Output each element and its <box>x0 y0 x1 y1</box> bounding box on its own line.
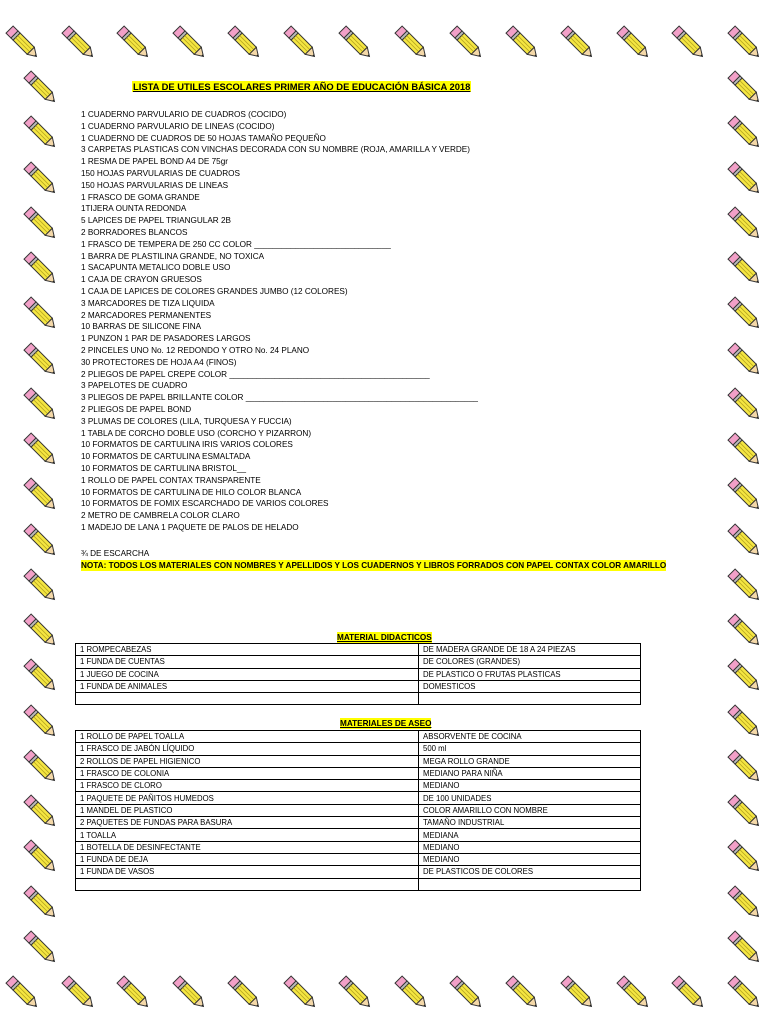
pencil-icon <box>333 970 379 1016</box>
supply-item: 1 CAJA DE CRAYON GRUESOS <box>81 275 202 285</box>
supply-item: 1 CUADERNO PARVULARIO DE LINEAS (COCIDO) <box>81 121 275 131</box>
pencil-icon <box>722 201 768 247</box>
detail-cell: MEDIANO <box>419 853 641 865</box>
detail-cell: ABSORVENTE DE COCINA <box>419 731 641 743</box>
pencil-icon <box>722 653 768 699</box>
detail-cell: DE PLASTICO O FRUTAS PLASTICAS <box>419 668 641 680</box>
item-cell: 1 ROLLO DE PAPEL TOALLA <box>76 731 419 743</box>
pencil-icon <box>722 246 768 292</box>
supply-item: 1 FRASCO DE TEMPERA DE 250 CC COLOR ______________________________ <box>81 239 391 249</box>
item-cell: 1 MANDEL DE PLASTICO <box>76 804 419 816</box>
table-row <box>76 878 641 890</box>
table-row <box>76 668 641 680</box>
item-cell: 1 FRASCO DE COLONIA <box>76 767 419 779</box>
supply-item: 1 RESMA DE PAPEL BOND A4 DE 75gr <box>81 157 228 167</box>
pencil-icon <box>18 291 64 337</box>
item-cell: 1 PAQUETE DE PAÑITOS HUMEDOS <box>76 792 419 804</box>
item-cell: 1 FRASCO DE CLORO <box>76 780 419 792</box>
item-cell <box>76 878 419 890</box>
item-cell: 1 JUEGO DE COCINA <box>76 668 419 680</box>
supply-item: 10 BARRAS DE SILICONE FINA <box>81 322 202 332</box>
detail-cell <box>419 693 641 705</box>
item-cell: 2 ROLLOS DE PAPEL HIGIENICO <box>76 755 419 767</box>
pencil-icon <box>722 834 768 880</box>
pencil-icon <box>18 518 64 564</box>
pencil-icon <box>722 880 768 926</box>
pencil-icon <box>278 20 324 66</box>
supply-item: 3 PAPELOTES DE CUADRO <box>81 381 188 391</box>
pencil-icon <box>0 970 46 1016</box>
pencil-icon <box>0 20 46 66</box>
pencil-icon <box>666 970 712 1016</box>
aseo-title: MATERIALES DE ASEO <box>340 719 432 728</box>
table-row <box>76 680 641 692</box>
table-row <box>76 804 641 816</box>
pencil-icon <box>389 970 435 1016</box>
supply-item: 2 METRO DE CAMBRELA COLOR CLARO <box>81 511 240 521</box>
supply-item: 1 ROLLO DE PAPEL CONTAX TRANSPARENTE <box>81 475 261 485</box>
supply-item: 30 PROTECTORES DE HOJA A4 (FINOS) <box>81 357 237 367</box>
supply-item: 3 PLUMAS DE COLORES (LILA, TURQUESA Y FUCCIA) <box>81 416 292 426</box>
table-row <box>76 767 641 779</box>
table-row <box>76 656 641 668</box>
detail-cell: TAMAÑO INDUSTRIAL <box>419 817 641 829</box>
pencil-icon <box>722 65 768 111</box>
pencil-icon <box>18 156 64 202</box>
pencil-icon <box>722 970 768 1016</box>
supply-item: 3 PLIEGOS DE PAPEL BRILLANTE COLOR ___________________________________________________ <box>81 393 478 403</box>
pencil-icon <box>722 925 768 971</box>
pencil-icon <box>18 653 64 699</box>
supply-item: 1 FRASCO DE GOMA GRANDE <box>81 192 200 202</box>
table-row <box>76 780 641 792</box>
pencil-icon <box>18 563 64 609</box>
detail-cell: MEDIANA <box>419 829 641 841</box>
pencil-icon <box>722 382 768 428</box>
didacticos-title: MATERIAL DIDACTICOS <box>337 633 432 642</box>
supply-item: 1 SACAPUNTA METALICO DOBLE USO <box>81 263 231 273</box>
pencil-icon <box>18 834 64 880</box>
supply-item: 150 HOJAS PARVULARIAS DE LINEAS <box>81 180 229 190</box>
pencil-icon <box>611 20 657 66</box>
pencil-icon <box>167 20 213 66</box>
supply-item: 1 BARRA DE PLASTILINA GRANDE, NO TOXICA <box>81 251 265 261</box>
supply-item: 10 FORMATOS DE CARTULINA IRIS VARIOS COLORES <box>81 440 293 450</box>
pencil-icon <box>18 337 64 383</box>
item-cell <box>76 693 419 705</box>
detail-cell: MEGA ROLLO GRANDE <box>419 755 641 767</box>
supply-item: 1 CUADERNO PARVULARIO DE CUADROS (COCIDO) <box>81 110 287 119</box>
pencil-icon <box>18 382 64 428</box>
supply-item: 10 FORMATOS DE CARTULINA BRISTOL__ <box>81 464 247 473</box>
pencil-icon <box>666 20 712 66</box>
pencil-icon <box>18 110 64 156</box>
supply-item: 10 FORMATOS DE CARTULINA DE HILO COLOR BLANCA <box>81 487 302 497</box>
pencil-icon <box>18 246 64 292</box>
pencil-icon <box>18 427 64 473</box>
pencil-icon <box>611 970 657 1016</box>
item-cell: 2 PAQUETES DE FUNDAS PARA BASURA <box>76 817 419 829</box>
item-cell: 1 FRASCO DE JABÓN LÍQUIDO <box>76 743 419 755</box>
page-title: LISTA DE UTILES ESCOLARES PRIMER AÑO DE EDUCACIÓN BÁSICA 2018 <box>133 81 471 92</box>
detail-cell: DE PLASTICOS DE COLORES <box>419 866 641 878</box>
table-row <box>76 792 641 804</box>
supply-item: 1 TABLA DE CORCHO DOBLE USO (CORCHO Y PIZARRON) <box>81 428 312 438</box>
supply-item: 150 HOJAS PARVULARIAS DE CUADROS <box>81 169 240 178</box>
table-row <box>76 817 641 829</box>
item-cell: 1 FUNDA DE DEJA <box>76 853 419 865</box>
pencil-icon <box>333 20 379 66</box>
pencil-icon <box>18 65 64 111</box>
pencil-icon <box>167 970 213 1016</box>
supply-item: 10 FORMATOS DE CARTULINA ESMALTADA <box>81 452 251 462</box>
pencil-icon <box>56 20 102 66</box>
supply-item: 2 BORRADORES BLANCOS <box>81 228 188 237</box>
detail-cell: 500 ml <box>419 743 641 755</box>
supply-item: 3 CARPETAS PLASTICAS CON VINCHAS DECORADA CON SU NOMBRE (ROJA, AMARILLA Y VERDE) <box>81 145 470 155</box>
pencil-icon <box>722 608 768 654</box>
pencil-icon <box>18 699 64 745</box>
pencil-icon <box>722 291 768 337</box>
pencil-icon <box>555 20 601 66</box>
table-row <box>76 755 641 767</box>
pencil-icon <box>18 789 64 835</box>
pencil-icon <box>18 880 64 926</box>
supply-item: 5 LAPICES DE PAPEL TRIANGULAR 2B <box>81 216 232 226</box>
pencil-icon <box>722 20 768 66</box>
pencil-icon <box>722 427 768 473</box>
table-row <box>76 644 641 656</box>
detail-cell: MEDIANO PARA NIÑA <box>419 767 641 779</box>
supply-item: 1 CUADERNO DE CUADROS DE 50 HOJAS TAMAÑO PEQUEÑO <box>81 133 326 143</box>
pencil-icon <box>444 970 490 1016</box>
table-row <box>76 866 641 878</box>
detail-cell: DE COLORES (GRANDES) <box>419 656 641 668</box>
detail-cell: COLOR AMARILLO CON NOMBRE <box>419 804 641 816</box>
pencil-icon <box>722 337 768 383</box>
pencil-icon <box>722 472 768 518</box>
table-row <box>76 841 641 853</box>
pencil-icon <box>111 20 157 66</box>
detail-cell: DE 100 UNIDADES <box>419 792 641 804</box>
detail-cell: DOMESTICOS <box>419 680 641 692</box>
pencil-icon <box>500 970 546 1016</box>
pencil-icon <box>555 970 601 1016</box>
pencil-icon <box>222 20 268 66</box>
pencil-icon <box>389 20 435 66</box>
detail-cell: MEDIANO <box>419 841 641 853</box>
note-banner: NOTA: TODOS LOS MATERIALES CON NOMBRES Y APELLIDOS Y LOS CUADERNOS Y LIBROS FORRADOS CON PAPEL CONTAX COLOR AMARILLO <box>81 561 667 570</box>
table-row <box>76 693 641 705</box>
supply-item: 3 MARCADORES DE TIZA LIQUIDA <box>81 298 215 308</box>
table-row <box>76 853 641 865</box>
item-cell: 1 TOALLA <box>76 829 419 841</box>
pencil-icon <box>111 970 157 1016</box>
supply-item: 1 CAJA DE LAPICES DE COLORES GRANDES JUMBO (12 COLORES) <box>81 287 348 296</box>
detail-cell <box>419 878 641 890</box>
pencil-icon <box>222 970 268 1016</box>
pencil-icon <box>18 201 64 247</box>
item-cell: 1 FUNDA DE VASOS <box>76 866 419 878</box>
item-cell: 1 FUNDA DE ANIMALES <box>76 680 419 692</box>
supply-item: 1TIJERA OUNTA REDONDA <box>81 204 187 214</box>
item-cell: 1 BOTELLA DE DESINFECTANTE <box>76 841 419 853</box>
didacticos-table <box>75 643 641 705</box>
detail-cell: DE MADERA GRANDE DE 18 A 24 PIEZAS <box>419 644 641 656</box>
supply-item: 1 MADEJO DE LANA 1 PAQUETE DE PALOS DE HELADO <box>81 523 299 532</box>
table-row <box>76 829 641 841</box>
pencil-icon <box>722 699 768 745</box>
pencil-icon <box>18 472 64 518</box>
pencil-icon <box>18 925 64 971</box>
escarcha-line: ¾ DE ESCARCHA <box>81 549 150 558</box>
supply-item: 1 PUNZON 1 PAR DE PASADORES LARGOS <box>81 334 251 344</box>
pencil-icon <box>444 20 490 66</box>
pencil-icon <box>278 970 324 1016</box>
supply-item: 10 FORMATOS DE FOMIX ESCARCHADO DE VARIOS COLORES <box>81 499 329 509</box>
supply-item: 2 PLIEGOS DE PAPEL CREPE COLOR ____________________________________________ <box>81 369 430 379</box>
item-cell: 1 ROMPECABEZAS <box>76 644 419 656</box>
supply-item: 2 PINCELES UNO No. 12 REDONDO Y OTRO No. 24 PLANO <box>81 346 310 355</box>
supply-item: 2 MARCADORES PERMANENTES <box>81 310 212 320</box>
pencil-icon <box>722 744 768 790</box>
pencil-icon <box>722 156 768 202</box>
pencil-icon <box>56 970 102 1016</box>
table-row <box>76 731 641 743</box>
supply-item: 2 PLIEGOS DE PAPEL BOND <box>81 405 192 414</box>
pencil-icon <box>18 744 64 790</box>
table-row <box>76 743 641 755</box>
pencil-icon <box>722 563 768 609</box>
pencil-icon <box>500 20 546 66</box>
item-cell: 1 FUNDA DE CUENTAS <box>76 656 419 668</box>
pencil-icon <box>722 110 768 156</box>
pencil-icon <box>18 608 64 654</box>
pencil-icon <box>722 518 768 564</box>
detail-cell: MEDIANO <box>419 780 641 792</box>
pencil-icon <box>722 789 768 835</box>
aseo-table <box>75 730 641 891</box>
